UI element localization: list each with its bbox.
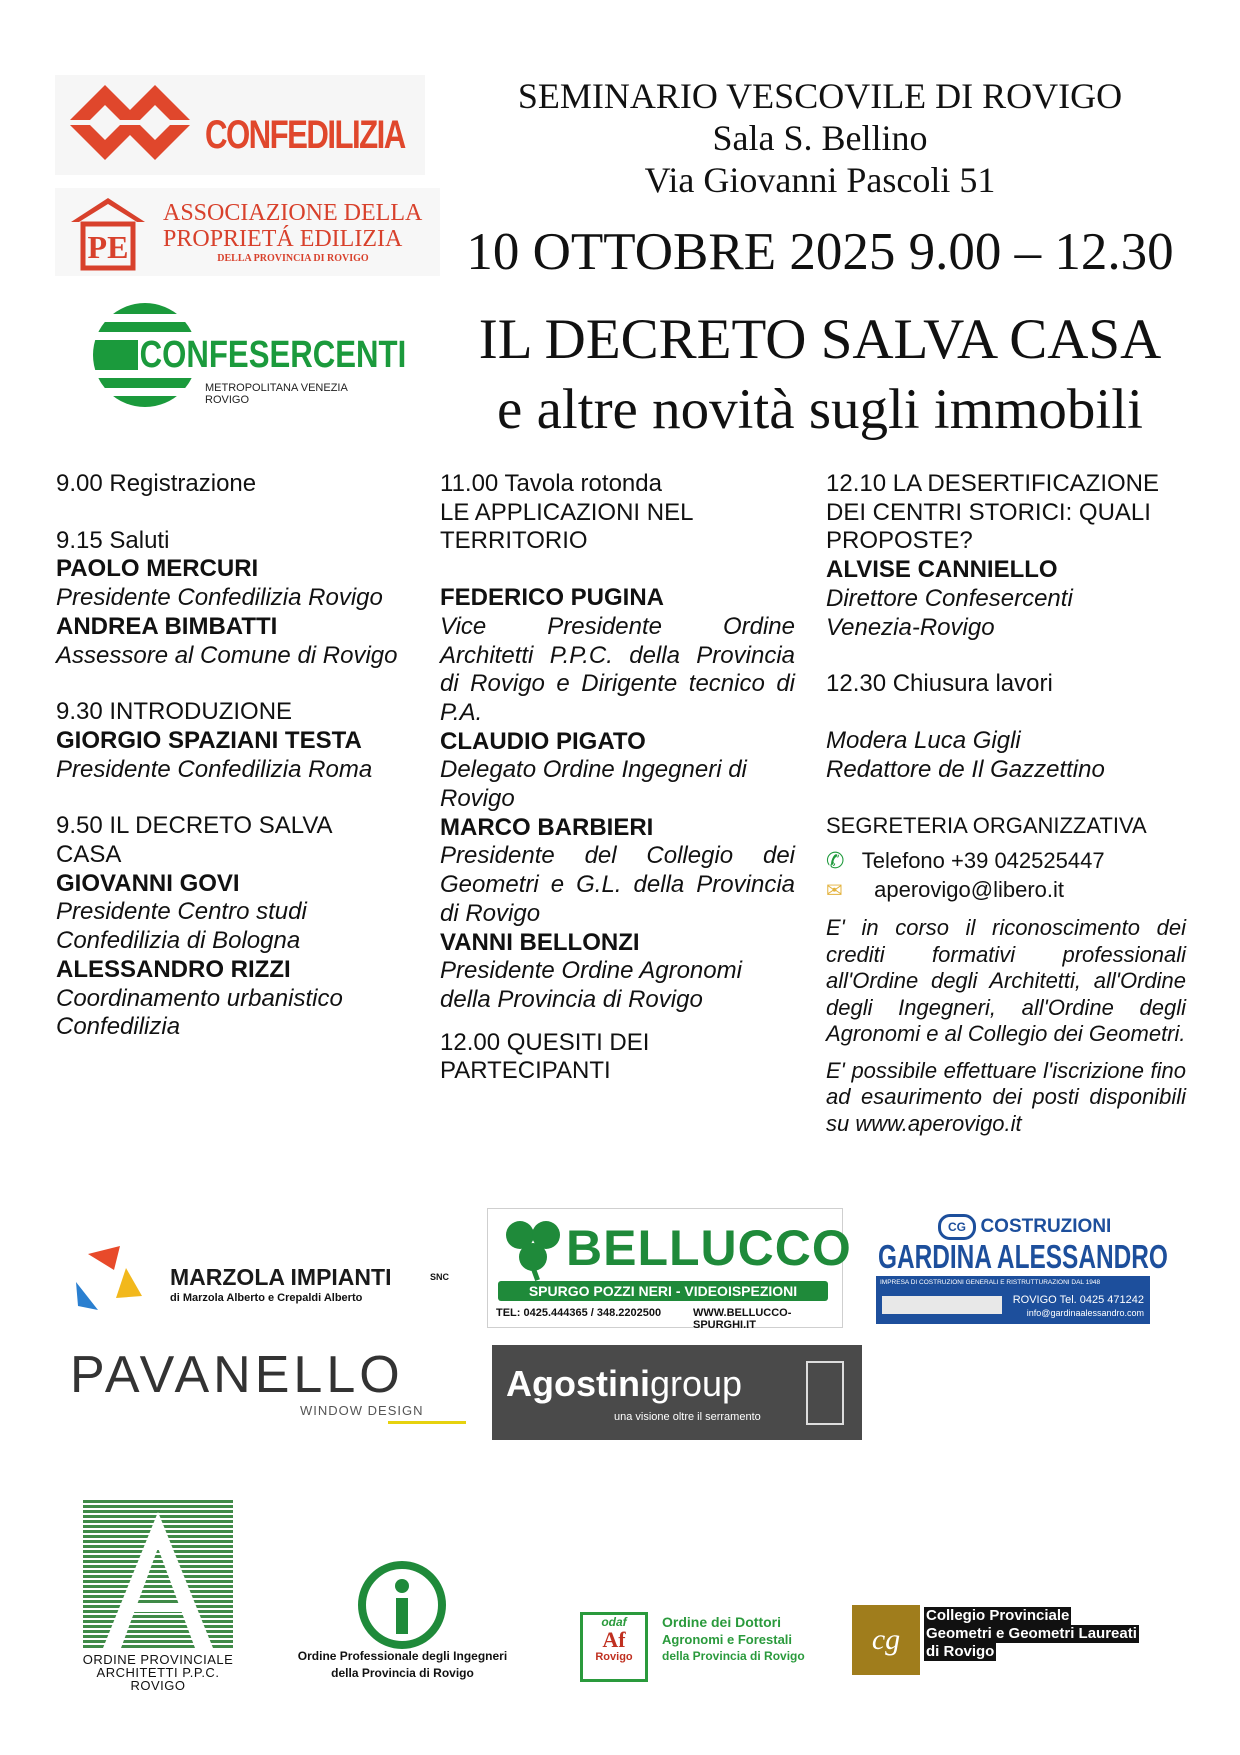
architects-a-icon — [83, 1500, 233, 1650]
speaker-role: Presidente Confedilizia Roma — [56, 755, 373, 783]
round-table: 11.00 Tavola rotonda — [440, 470, 662, 497]
confesercenti-subtitle: METROPOLITANA VENEZIA ROVIGO — [205, 382, 348, 406]
speaker-name: FEDERICO PUGINA — [440, 584, 665, 612]
session-title: DEI CENTRI STORICI: QUALI — [826, 498, 1151, 526]
venue-address: Via Giovanni Pascoli 51 — [644, 160, 996, 200]
recycle-icon — [70, 1240, 148, 1318]
greetings: 9.15 Saluti — [56, 526, 170, 554]
speaker-role: Geometri e G.L. della Provincia — [440, 871, 795, 899]
agostini-tagline: una visione oltre il serramento — [614, 1411, 761, 1423]
event-date: 10 OTTOBRE 2025 9.00 – 12.30 — [466, 223, 1174, 281]
secretariat-heading: SEGRETERIA ORGANIZZATIVA — [826, 813, 1147, 839]
surveyors-line1: Collegio Provinciale — [926, 1607, 1070, 1624]
pavanello-logo — [70, 1345, 470, 1425]
pavanello-subtitle: WINDOW DESIGN — [300, 1403, 424, 1418]
architects-line2: ARCHITETTI P.P.C. — [96, 1665, 220, 1680]
phone-number: Telefono +39 042525447 — [861, 848, 1105, 874]
speaker-name: VANNI BELLONZI — [440, 928, 640, 956]
architects-line3: ROVIGO — [130, 1678, 186, 1693]
agronomists-line1: Ordine dei Dottori — [662, 1614, 781, 1630]
marzola-name: MARZOLA IMPIANTI — [170, 1264, 392, 1290]
phone-contact — [826, 847, 1186, 876]
architects-logo — [78, 1500, 238, 1695]
ape-logo — [55, 188, 440, 276]
odaf-top: odaf — [601, 1615, 627, 1629]
speaker-role: Architetti P.P.C. della Provincia — [440, 641, 795, 669]
gardina-subtitle: IMPRESA DI COSTRUZIONI GENERALI E RISTRUTTURAZIONI DAL 1948 — [880, 1279, 1101, 1286]
gardina-cg-icon: CG — [938, 1214, 976, 1240]
speaker-role: Rovigo — [440, 785, 515, 813]
speaker-role: Presidente Centro studi — [56, 898, 307, 926]
speaker-role: Presidente del Collegio dei — [440, 842, 795, 870]
registration-note: E' possibile effettuare l'iscrizione fino ad esaurimento dei posti disponibili su www.aperovigo.it — [826, 1057, 1186, 1136]
gardina-costruzioni: COSTRUZIONI — [980, 1216, 1112, 1237]
speaker-name: MARCO BARBIERI — [440, 813, 654, 841]
speaker-name: ALVISE CANNIELLO — [826, 556, 1058, 584]
agostini-frame-icon — [806, 1361, 844, 1425]
speaker-role: Presidente Confedilizia Rovigo — [56, 584, 383, 612]
venue-room: Sala S. Bellino — [712, 118, 928, 158]
event-title-sub: e altre novità sugli immobili — [497, 378, 1143, 441]
confedilizia-logo — [55, 75, 425, 175]
speaker-role: Delegato Ordine Ingegneri di — [440, 756, 747, 784]
confedilizia-wordmark: CONFEDILIZIA — [205, 113, 405, 157]
svg-text:PE: PE — [87, 229, 129, 265]
moderator: Modera Luca Gigli — [826, 726, 1021, 754]
speaker-name: PAOLO MERCURI — [56, 555, 259, 583]
speaker-role: Venezia-Rovigo — [826, 613, 995, 641]
marzola-subtitle: di Marzola Alberto e Crepaldi Alberto — [170, 1292, 363, 1304]
speaker-role: di Rovigo e Dirigente tecnico di — [440, 670, 795, 698]
architects-line1: ORDINE PROVINCIALE — [82, 1652, 234, 1667]
engineers-i-icon — [357, 1560, 447, 1650]
engineers-line1: Ordine Professionale degli Ingegneri — [297, 1649, 508, 1663]
agostini-logo — [492, 1345, 862, 1440]
confedilizia-mark-icon — [65, 80, 205, 170]
agronomists-line3: della Provincia di Rovigo — [662, 1649, 805, 1663]
pavanello-name: PAVANELLO — [70, 1346, 404, 1404]
surveyors-line3: di Rovigo — [926, 1643, 995, 1660]
envelope-icon: ✉ — [826, 879, 843, 902]
agronomists-logo — [580, 1612, 820, 1682]
speaker-role: Direttore Confesercenti — [826, 584, 1073, 612]
speaker-role: Presidente Ordine Agronomi — [440, 957, 742, 985]
gardina-badges — [882, 1296, 1002, 1314]
agronomists-line2: Agronomi e Forestali — [662, 1632, 793, 1647]
phone-icon: ✆ — [826, 848, 845, 874]
ape-house-icon — [63, 192, 153, 274]
speaker-name: CLAUDIO PIGATO — [440, 727, 646, 755]
odaf-icon: odaf Af Rovigo — [580, 1612, 648, 1682]
session-title: PROPOSTE? — [826, 527, 973, 555]
confesercenti-wordmark: CONFESERCENTI — [139, 334, 407, 376]
speaker-role: della Provincia di Rovigo — [440, 985, 703, 1013]
speaker-role: Confedilizia di Bologna — [56, 927, 301, 955]
session-title: PARTECIPANTI — [440, 1057, 611, 1085]
event-title — [440, 305, 1200, 445]
event-title-main: IL DECRETO SALVA CASA — [478, 308, 1162, 371]
venue-name: SEMINARIO VESCOVILE DI ROVIGO — [517, 76, 1123, 116]
session-title: CASA — [56, 841, 122, 869]
bellucco-band: SPURGO POZZI NERI - VIDEOISPEZIONI — [498, 1281, 828, 1301]
speaker-role: Confedilizia — [56, 1013, 181, 1041]
speaker-role: Vice Presidente Ordine — [440, 612, 795, 640]
gardina-phone: ROVIGO Tel. 0425 471242 — [1012, 1294, 1144, 1306]
ape-name-line1: ASSOCIAZIONE DELLA — [163, 200, 423, 226]
session-title: LE APPLICAZIONI NEL — [440, 498, 694, 526]
speaker-role: Assessore al Comune di Rovigo — [56, 641, 398, 669]
gardina-name: GARDINA ALESSANDRO — [878, 1238, 1168, 1275]
session-title: 9.50 IL DECRETO SALVA — [56, 812, 333, 840]
ape-name-line3: DELLA PROVINCIA DI ROVIGO — [217, 253, 369, 264]
marzola-snc: SNC — [430, 1272, 450, 1282]
pavanello-underline — [388, 1421, 466, 1424]
ape-name-line2: PROPRIETÁ EDILIZIA — [163, 226, 403, 252]
credits-note: E' in corso il riconoscimento dei crediti formativi professionali all'Ordine degli Architetti, all'Ordine degli Ingegneri, all'Ordine degli Agronomi e al Collegio dei Geometri. — [826, 915, 1186, 1047]
agostini-name: Agostini — [506, 1363, 650, 1404]
introduction: 9.30 INTRODUZIONE — [56, 698, 293, 726]
engineers-line2: della Provincia di Rovigo — [331, 1666, 474, 1680]
email-contact — [826, 876, 1186, 906]
surveyors-mark-icon: cg — [852, 1605, 920, 1675]
program-column-3 — [826, 470, 1186, 1137]
gardina-logo — [876, 1214, 1168, 1324]
moderator-role: Redattore de Il Gazzettino — [826, 755, 1105, 783]
speaker-role: Coordinamento urbanistico — [56, 984, 343, 1012]
closing: 12.30 Chiusura lavori — [826, 670, 1053, 698]
marzola-logo — [70, 1240, 450, 1320]
speaker-name: GIORGIO SPAZIANI TESTA — [56, 726, 362, 754]
registration: 9.00 Registrazione — [56, 470, 257, 497]
venue-block — [440, 75, 1200, 201]
session-title: TERRITORIO — [440, 527, 588, 555]
speaker-role: P.A. — [440, 698, 483, 726]
speaker-role: di Rovigo — [440, 899, 541, 927]
speaker-name: GIOVANNI GOVI — [56, 869, 240, 897]
gardina-email: info@gardinaalessandro.com — [1026, 1308, 1144, 1318]
bellucco-logo — [487, 1208, 852, 1331]
email-address[interactable]: aperovigo@libero.it — [874, 876, 1065, 902]
agostini-group: group — [649, 1363, 743, 1404]
program-column-1 — [56, 470, 406, 1042]
bellucco-name: BELLUCCO — [566, 1220, 852, 1276]
speaker-name: ANDREA BIMBATTI — [56, 612, 278, 640]
surveyors-logo — [852, 1605, 1182, 1677]
speaker-name: ALESSANDRO RIZZI — [56, 955, 291, 983]
confesercenti-logo — [90, 300, 407, 410]
bellucco-phone: TEL: 0425.444365 / 348.2202500 — [496, 1307, 662, 1319]
gardina-band — [876, 1276, 1150, 1324]
odaf-bottom: Rovigo — [595, 1651, 633, 1663]
bellucco-website: WWW.BELLUCCO-SPURGHI.IT — [693, 1307, 792, 1331]
program-column-2 — [440, 470, 795, 1086]
session-title: 12.00 QUESITI DEI — [440, 1028, 650, 1056]
session-title: 12.10 LA DESERTIFICAZIONE — [826, 470, 1160, 497]
engineers-logo — [265, 1560, 540, 1680]
surveyors-line2: Geometri e Geometri Laureati — [926, 1625, 1137, 1642]
clover-icon — [498, 1213, 568, 1283]
